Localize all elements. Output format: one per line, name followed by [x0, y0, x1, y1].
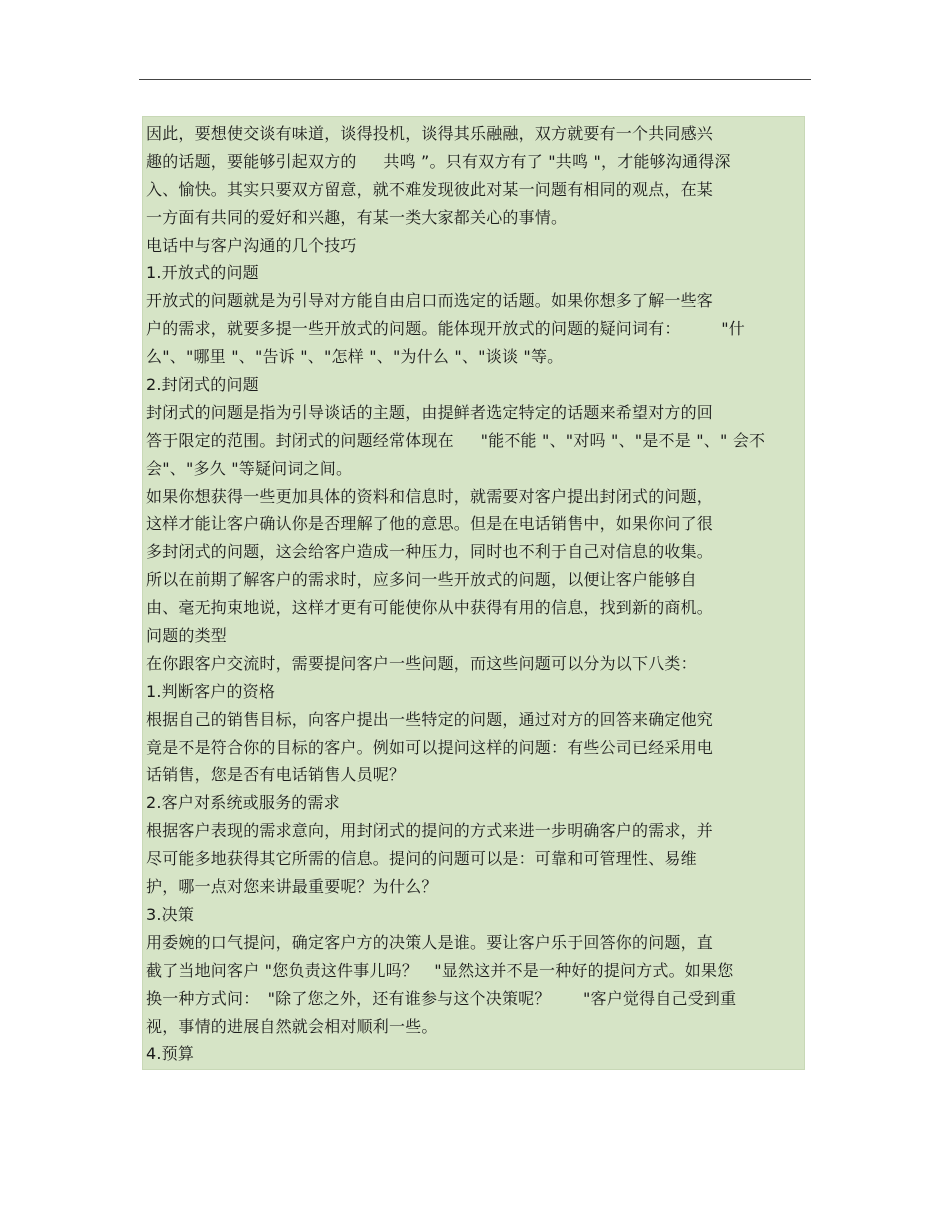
text-line: 在你跟客户交流时，需要提问客户一些问题，而这些问题可以分为以下八类：: [146, 653, 697, 673]
subheading: 2.客户对系统或服务的需求: [146, 793, 340, 813]
text-line: 趣的话题，要能够引起双方的 共鸣 ”。只有双方有了 "共鸣 "，才能够沟通得深: [146, 151, 731, 171]
text-line: 视，事情的进展自然就会相对顺利一些。: [146, 1016, 438, 1036]
text-line: 户的需求，就要多提一些开放式的问题。能体现开放式的问题的疑问词有： "什: [146, 319, 745, 339]
text-line: 多封闭式的问题，这会给客户造成一种压力，同时也不利于自己对信息的收集。: [146, 542, 714, 562]
text-line: 会"、"多久 "等疑问词之间。: [146, 458, 353, 478]
text-line: 截了当地问客户 "您负责这件事儿吗？ "显然这并不是一种好的提问方式。如果您: [146, 960, 734, 980]
subheading: 2.封闭式的问题: [146, 375, 259, 395]
text-line: 话销售，您是否有电话销售人员呢？: [146, 765, 406, 785]
text-line: 所以在前期了解客户的需求时，应多问一些开放式的问题，以便让客户能够自: [146, 570, 697, 590]
document-body: [146, 120, 806, 1068]
text-line: 入、愉快。其实只要双方留意，就不难发现彼此对某一问题有相同的观点，在某: [146, 179, 714, 199]
section-heading: 电话中与客户沟通的几个技巧: [146, 235, 357, 255]
subheading: 1.开放式的问题: [146, 263, 259, 283]
text-line: 如果你想获得一些更加具体的资料和信息时，就需要对客户提出封闭式的问题，: [146, 486, 714, 506]
text-line: 由、毫无拘束地说，这样才更有可能使你从中获得有用的信息，找到新的商机。: [146, 598, 714, 618]
header-rule: [139, 79, 811, 80]
subheading: 1.判断客户的资格: [146, 681, 276, 701]
text-line: 根据客户表现的需求意向，用封闭式的提问的方式来进一步明确客户的需求，并: [146, 821, 714, 841]
text-line: 开放式的问题就是为引导对方能自由启口而选定的话题。如果你想多了解一些客: [146, 291, 714, 311]
text-line: 尽可能多地获得其它所需的信息。提问的问题可以是：可靠和可管理性、易维: [146, 849, 697, 869]
text-line: 竟是不是符合你的目标的客户。例如可以提问这样的问题：有些公司已经采用电: [146, 737, 714, 757]
text-line: 换一种方式问： "除了您之外，还有谁参与这个决策呢？ "客户觉得自己受到重: [146, 988, 737, 1008]
text-line: 因此，要想使交谈有味道，谈得投机，谈得其乐融融，双方就要有一个共同感兴: [146, 124, 714, 143]
text-line: 根据自己的销售目标，向客户提出一些特定的问题，通过对方的回答来确定他究: [146, 709, 714, 729]
section-heading: 问题的类型: [146, 626, 228, 646]
text-line: 封闭式的问题是指为引导谈话的主题，由提鲜者选定特定的话题来希望对方的回: [146, 402, 714, 422]
text-line: 用委婉的口气提问，确定客户方的决策人是谁。要让客户乐于回答你的问题，直: [146, 932, 714, 952]
text-line: 护，哪一点对您来讲最重要呢？为什么？: [146, 877, 438, 897]
subheading: 3.决策: [146, 904, 195, 924]
subheading: 4.预算: [146, 1044, 195, 1064]
text-line: 这样才能让客户确认你是否理解了他的意思。但是在电话销售中，如果你问了很: [146, 514, 714, 534]
text-line: 答于限定的范围。封闭式的问题经常体现在 "能不能 "、"对吗 "、"是不是 "、" 会不: [146, 430, 766, 450]
text-line: 一方面有共同的爱好和兴趣，有某一类大家都关心的事情。: [146, 207, 568, 227]
text-line: 么"、"哪里 "、"告诉 "、"怎样 "、"为什么 "、"谈谈 "等。: [146, 347, 564, 367]
